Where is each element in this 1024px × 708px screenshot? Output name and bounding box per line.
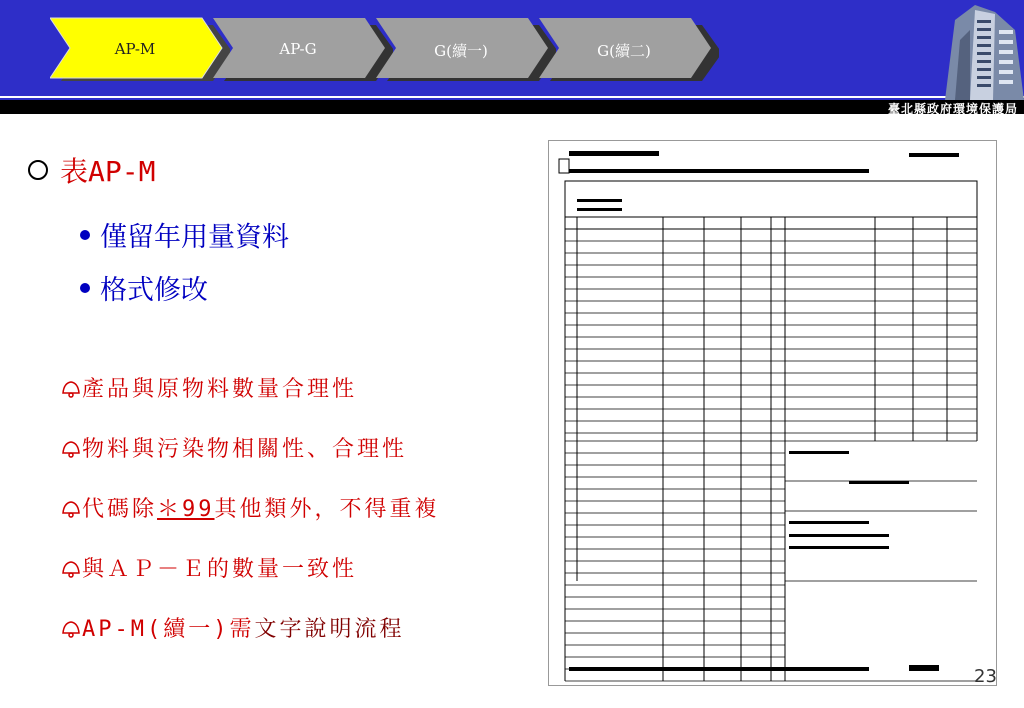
slide-title bbox=[28, 150, 155, 190]
black-band bbox=[0, 100, 1024, 114]
bell-icon bbox=[60, 557, 82, 579]
header-divider bbox=[0, 96, 1024, 98]
note-text: 物料與污染物相關性、合理性 bbox=[82, 437, 408, 462]
dot-bullet-icon bbox=[80, 230, 90, 240]
step-label: G(續一) bbox=[434, 42, 488, 60]
org-name: 臺北縣政府環境保護局 bbox=[887, 102, 1018, 116]
note-text: 產品與原物料數量合理性 bbox=[82, 377, 358, 402]
dot-bullet-icon bbox=[80, 283, 90, 293]
page-number: 23 bbox=[974, 666, 997, 687]
bell-icon bbox=[60, 437, 82, 459]
step-label: AP-M bbox=[114, 40, 156, 58]
note-line bbox=[60, 432, 407, 463]
bell-icon bbox=[60, 377, 82, 399]
note-code: ＊99 bbox=[157, 497, 215, 522]
slide-title-text: 表AP-M bbox=[60, 155, 156, 188]
note-line bbox=[60, 372, 357, 403]
bullet-item bbox=[80, 268, 208, 307]
bullet-item bbox=[80, 215, 289, 254]
note-text: 其他類外，不得重複 bbox=[214, 497, 440, 522]
note-text: 與ＡＰ－Ｅ的數量一致性 bbox=[82, 557, 358, 582]
bullet-text: 僅留年用量資料 bbox=[100, 222, 289, 253]
form-image bbox=[548, 140, 997, 686]
step-label: AP-G bbox=[279, 40, 317, 58]
note-line bbox=[60, 492, 440, 523]
note-line bbox=[60, 552, 357, 583]
step-g-cont2[interactable] bbox=[539, 16, 719, 84]
note-text: 文字說明流程 bbox=[254, 617, 405, 642]
bell-icon bbox=[60, 617, 82, 639]
building-image bbox=[915, 0, 1024, 100]
circle-bullet-icon bbox=[28, 160, 48, 180]
form-table-graphic bbox=[549, 141, 996, 685]
note-text: 代碼除 bbox=[82, 497, 158, 522]
note-text: AP-M(續一)需 bbox=[82, 617, 255, 642]
note-line bbox=[60, 612, 405, 643]
bell-icon bbox=[60, 497, 82, 519]
step-label: G(續二) bbox=[597, 42, 651, 60]
bullet-text: 格式修改 bbox=[100, 275, 208, 306]
